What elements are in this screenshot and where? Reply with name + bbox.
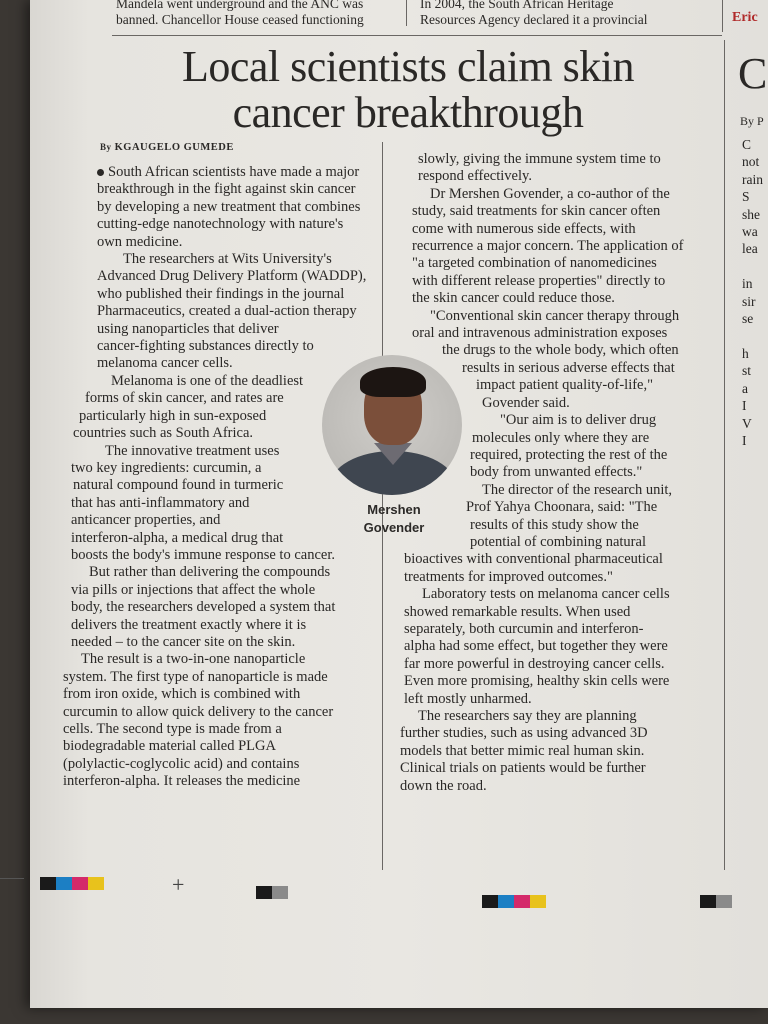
color-swatch bbox=[498, 895, 514, 908]
article-line: separately, both curcumin and interferon- bbox=[404, 620, 644, 637]
article-line: come with numerous side effects, with bbox=[412, 220, 636, 237]
previous-story-right-line: Resources Agency declared it a provincial bbox=[420, 12, 648, 27]
fragment-line: wa bbox=[742, 224, 758, 240]
article-line: The innovative treatment uses bbox=[105, 442, 280, 459]
article-line: potential of combining natural bbox=[470, 533, 646, 550]
article-line: The researchers at Wits University's bbox=[123, 251, 332, 268]
article-line: far more powerful in destroying cancer cells. bbox=[404, 655, 665, 672]
article-line: showed remarkable results. When used bbox=[404, 603, 631, 620]
article-line: from iron oxide, which is combined with bbox=[63, 686, 301, 703]
color-swatch bbox=[700, 895, 716, 908]
fragment-line: lea bbox=[742, 241, 758, 257]
caption-line: Mershen bbox=[367, 502, 421, 517]
article-line: results of this study show the bbox=[470, 516, 639, 533]
article-line: the drugs to the whole body, which often bbox=[442, 342, 679, 359]
article-line: particularly high in sun-exposed bbox=[79, 407, 267, 424]
article-line: oral and intravenous administration exposes bbox=[412, 325, 668, 342]
article-line: Prof Yahya Choonara, said: "The bbox=[466, 499, 658, 516]
next-byline: By P bbox=[740, 114, 764, 128]
headline-line: cancer breakthrough bbox=[232, 88, 584, 137]
article-line: The result is a two-in-one nanoparticle bbox=[81, 651, 306, 668]
article-line: alpha had some effect, but together they were bbox=[404, 638, 668, 655]
article-line: impact patient quality-of-life," bbox=[476, 377, 654, 394]
color-swatch bbox=[514, 895, 530, 908]
article-line: Dr Mershen Govender, a co-author of the bbox=[430, 185, 670, 202]
article-line: cutting-edge nanotechnology with nature's bbox=[97, 216, 344, 233]
article-line: interferon-alpha. It releases the medicine bbox=[63, 773, 301, 790]
fragment-line: a bbox=[742, 380, 748, 396]
photo-caption bbox=[352, 501, 436, 537]
article-line: left mostly unharmed. bbox=[404, 690, 532, 707]
article-line: boosts the body's immune response to cancer. bbox=[71, 546, 335, 563]
article-line: Advanced Drug Delivery Platform (WADDP), bbox=[97, 268, 367, 285]
article-line: recurrence a major concern. The application of bbox=[412, 238, 684, 255]
fragment-line bbox=[742, 327, 763, 344]
bullet-icon bbox=[97, 169, 104, 176]
fragment-line: rain bbox=[742, 171, 763, 187]
article-line: breakthrough in the fight against skin cancer bbox=[97, 181, 356, 198]
author-name: KGAUGELO GUMEDE bbox=[114, 142, 234, 153]
article-line: system. The first type of nanoparticle is made bbox=[63, 668, 328, 685]
fragment-line: she bbox=[742, 206, 760, 222]
color-swatch bbox=[256, 886, 272, 899]
article-line: The director of the research unit, bbox=[482, 481, 673, 498]
article-line: with different release properties" directly to bbox=[412, 272, 666, 289]
article-line: who published their findings in the journal bbox=[97, 285, 345, 302]
article-line: by developing a new treatment that combines bbox=[97, 198, 361, 215]
previous-story-right-line: In 2004, the South African Heritage bbox=[420, 0, 614, 11]
color-swatch bbox=[88, 877, 104, 890]
article-line: Melanoma is one of the deadliest bbox=[111, 372, 304, 389]
fragment-line: C bbox=[742, 137, 752, 152]
article-line: But rather than delivering the compounds bbox=[89, 564, 331, 581]
fragment-line: se bbox=[742, 311, 754, 327]
article-line: bioactives with conventional pharmaceutical bbox=[404, 551, 663, 568]
article-line: using nanoparticles that deliver bbox=[97, 320, 279, 337]
article-line: cells. The second type is made from a bbox=[63, 721, 282, 737]
article-line: Govender said. bbox=[482, 394, 570, 411]
article-line: body, the researchers developed a system that bbox=[71, 599, 336, 616]
color-swatch bbox=[716, 895, 732, 908]
author-photo bbox=[322, 355, 462, 495]
previous-story-left-line: banned. Chancellor House ceased functioning bbox=[116, 12, 364, 27]
article-line: that has anti-inflammatory and bbox=[71, 494, 250, 511]
article-line: two key ingredients: curcumin, a bbox=[71, 459, 262, 476]
article-line: curcumin to allow quick delivery to the cancer bbox=[63, 703, 334, 720]
article-line: further studies, such as using advanced 3D bbox=[400, 725, 648, 742]
fragment-line: st bbox=[742, 363, 752, 379]
article-line: "Our aim is to deliver drug bbox=[500, 412, 657, 429]
article-line: via pills or injections that affect the whole bbox=[71, 581, 316, 598]
trim-mark bbox=[0, 878, 24, 879]
article-line: models that better mimic real human skin. bbox=[400, 742, 645, 759]
edge-label: Eric bbox=[732, 10, 758, 25]
previous-story-right bbox=[420, 0, 648, 28]
fragment-line: in bbox=[742, 276, 753, 292]
article-line: melanoma cancer cells. bbox=[97, 355, 233, 372]
photo-hair bbox=[360, 367, 426, 397]
color-swatch bbox=[482, 895, 498, 908]
article-line: interferon-alpha, a medical drug that bbox=[71, 529, 284, 546]
article-line: Pharmaceutics, created a dual-action therapy bbox=[97, 303, 357, 320]
headline-line: Local scientists claim skin bbox=[181, 42, 635, 91]
story-divider bbox=[112, 35, 722, 36]
previous-story-left bbox=[116, 0, 364, 28]
article-line: The researchers say they are planning bbox=[418, 708, 637, 724]
previous-story-left-line: Mandela went underground and the ANC was bbox=[116, 0, 364, 11]
article-line: own medicine. bbox=[97, 233, 183, 250]
fragment-line: h bbox=[742, 345, 749, 361]
next-column-fragment bbox=[742, 136, 763, 449]
article-line: slowly, giving the immune system time to bbox=[418, 151, 661, 167]
article-line: results in serious adverse effects that bbox=[462, 359, 675, 376]
fragment-line: V bbox=[742, 415, 752, 431]
article-line: Even more promising, healthy skin cells were bbox=[404, 673, 670, 690]
article-line: treatments for improved outcomes." bbox=[404, 568, 613, 585]
article-line: "a targeted combination of nanomedicines bbox=[412, 255, 657, 272]
color-swatch bbox=[40, 877, 56, 890]
article-column-2 bbox=[400, 151, 732, 795]
article-line: respond effectively. bbox=[418, 168, 532, 185]
color-swatch bbox=[72, 877, 88, 890]
article-line-text: South African scientists have made a major bbox=[108, 164, 360, 180]
color-swatch bbox=[56, 877, 72, 890]
article-line: natural compound found in turmeric bbox=[73, 477, 284, 494]
column-rule bbox=[406, 0, 407, 26]
next-headline-letter: C bbox=[738, 49, 768, 98]
article-line: study, said treatments for skin cancer often bbox=[412, 203, 661, 220]
fragment-line: S bbox=[742, 189, 750, 205]
article-line: needed – to the cancer site on the skin. bbox=[71, 633, 296, 650]
caption-line: Govender bbox=[363, 520, 425, 535]
column-rule bbox=[724, 40, 725, 870]
article-line: (polylactic-coglycolic acid) and contains bbox=[63, 755, 300, 772]
column-rule bbox=[722, 0, 723, 32]
article-line: molecules only where they are bbox=[472, 429, 650, 446]
article-line: countries such as South Africa. bbox=[73, 425, 254, 442]
byline-prefix: By bbox=[100, 142, 112, 152]
article-line: Laboratory tests on melanoma cancer cells bbox=[422, 586, 670, 603]
article-line: biodegradable material called PLGA bbox=[63, 738, 276, 755]
article-line: the skin cancer could reduce those. bbox=[412, 290, 615, 307]
fragment-line: I bbox=[742, 432, 747, 448]
article-line: body from unwanted effects." bbox=[470, 464, 643, 481]
byline bbox=[100, 142, 234, 153]
article-line: down the road. bbox=[400, 777, 487, 794]
headline bbox=[118, 44, 698, 136]
article-line: Clinical trials on patients would be further bbox=[400, 760, 646, 777]
fragment-line: sir bbox=[742, 293, 756, 309]
article-line: required, protecting the rest of the bbox=[470, 446, 668, 463]
article-line: anticancer properties, and bbox=[71, 512, 221, 529]
registration-mark: + bbox=[172, 872, 185, 897]
fragment-line bbox=[742, 258, 763, 275]
color-swatch bbox=[272, 886, 288, 899]
article-line bbox=[97, 164, 377, 181]
fragment-line: I bbox=[742, 398, 747, 414]
article-line: forms of skin cancer, and rates are bbox=[85, 390, 284, 407]
article-line: delivers the treatment exactly where it is bbox=[71, 616, 307, 633]
article-line: cancer-fighting substances directly to bbox=[97, 338, 314, 355]
fragment-line: not bbox=[742, 154, 760, 170]
article-line: "Conventional skin cancer therapy through bbox=[430, 307, 680, 324]
color-swatch bbox=[530, 895, 546, 908]
